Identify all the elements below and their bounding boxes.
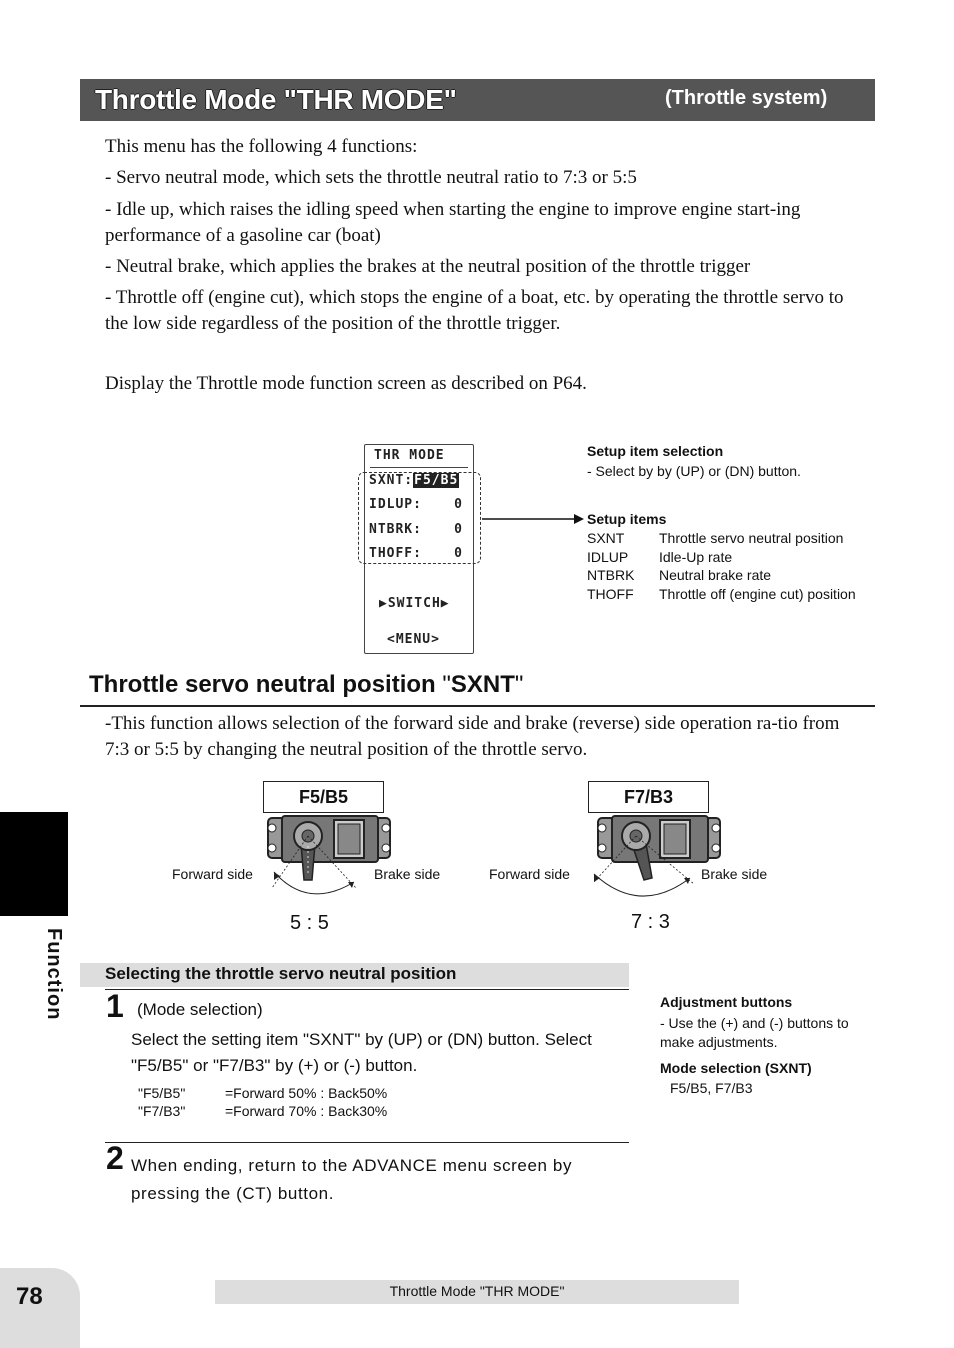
section-heading-text: Throttle servo neutral position — [89, 671, 443, 698]
selection-outline — [358, 472, 481, 564]
setup-item-desc: Throttle servo neutral position — [659, 530, 844, 546]
lcd-row-label: SXNT: — [369, 473, 414, 488]
selection-note-text: - Select by by (UP) or (DN) button. — [587, 463, 801, 479]
section-heading — [89, 671, 523, 699]
quote-close: " — [514, 671, 524, 698]
mode-note-text: F5/B5, F7/B3 — [670, 1080, 753, 1096]
sxnt-description: -This function allows selection of the forward side and brake (reverse) side operation ra-tio from 7:3 or 5:5 by changing the neutral position of the throttle servo. — [105, 713, 840, 760]
setup-item-code: SXNT — [587, 530, 625, 546]
lcd-row-value: 0 — [454, 522, 463, 537]
lcd-menu: <MENU> — [387, 632, 440, 647]
lcd-row-label: THOFF: — [369, 546, 422, 561]
lcd-divider — [370, 467, 468, 468]
option-desc: =Forward 50% : Back50% — [225, 1085, 388, 1101]
servo-5-5-icon — [260, 810, 400, 910]
mode-note-title: Mode selection (SXNT) — [660, 1060, 812, 1076]
section-rule — [80, 705, 875, 707]
page-title: Throttle Mode "THR MODE" — [95, 84, 457, 115]
servo-7-3-icon — [590, 810, 730, 910]
lcd-row-label: NTBRK: — [369, 522, 422, 537]
step-rule — [105, 989, 629, 990]
step-number: 2 — [106, 1140, 124, 1176]
setup-item-code: NTBRK — [587, 567, 635, 583]
setup-items-title: Setup items — [587, 511, 667, 527]
pointer-arrow-icon — [482, 512, 586, 526]
brake-side-label: Brake side — [701, 866, 768, 882]
running-title: Throttle Mode "THR MODE" — [389, 1283, 565, 1299]
ratio-label: 5 : 5 — [290, 912, 329, 934]
diagram-label: F7/B3 — [588, 781, 709, 813]
lcd-row-value: F5/B5 — [414, 473, 459, 488]
step-text: Select the setting item "SXNT" by (UP) or (DN) button. Select "F5/B5" or "F7/B3" by (+) or (-) button. — [131, 1030, 592, 1075]
section-tab — [0, 812, 68, 916]
setup-item-desc: Neutral brake rate — [659, 567, 772, 583]
intro-lead: This menu has the following 4 functions: — [105, 136, 418, 157]
diagram-label: F5/B5 — [263, 781, 384, 813]
adjustment-note-text: - Use the (+) and (-) buttons to make adjustments. — [660, 1015, 849, 1050]
section-tab-label: Function — [43, 928, 65, 1021]
intro-item-3: - Neutral brake, which applies the brakes at the neutral position of the throttle trigger — [105, 256, 751, 277]
option-code: "F5/B5" — [138, 1085, 186, 1101]
page-subtitle: (Throttle system) — [665, 87, 828, 109]
setup-item-desc: Throttle off (engine cut) position — [659, 586, 856, 602]
lcd-switch: ▶SWITCH▶ — [379, 596, 450, 611]
lcd-row-value: 0 — [454, 497, 463, 512]
step-text: When ending, return to the ADVANCE menu screen by pressing the (CT) button. — [131, 1156, 573, 1203]
adjustment-note-title: Adjustment buttons — [660, 994, 793, 1010]
step-rule — [105, 1142, 629, 1143]
page-number: 78 — [16, 1283, 43, 1310]
option-desc: =Forward 70% : Back30% — [225, 1103, 388, 1119]
intro-item-2: - Idle up, which raises the idling speed when starting the engine to improve engine start-ing performance of a gasoline car (boat) — [105, 199, 801, 246]
setup-item-code: THOFF — [587, 586, 634, 602]
forward-side-label: Forward side — [172, 866, 253, 882]
selection-note-title: Setup item selection — [587, 443, 724, 459]
section-heading-code: SXNT — [450, 671, 515, 698]
brake-side-label: Brake side — [374, 866, 441, 882]
setup-item-desc: Idle-Up rate — [659, 549, 733, 565]
option-code: "F7/B3" — [138, 1103, 186, 1119]
lcd-row-value: 0 — [454, 546, 463, 561]
display-note: Display the Throttle mode function screen as described on P64. — [105, 373, 587, 394]
step-number: 1 — [106, 988, 124, 1024]
procedure-heading: Selecting the throttle servo neutral position — [105, 964, 457, 983]
lcd-title: THR MODE — [374, 448, 445, 463]
setup-item-code: IDLUP — [587, 549, 629, 565]
ratio-label: 7 : 3 — [631, 911, 670, 933]
step-title: (Mode selection) — [137, 1000, 263, 1019]
forward-side-label: Forward side — [489, 866, 570, 882]
lcd-row-label: IDLUP: — [369, 497, 422, 512]
quote-open: " — [442, 671, 451, 698]
intro-item-1: - Servo neutral mode, which sets the throttle neutral ratio to 7:3 or 5:5 — [105, 167, 637, 188]
intro-item-4: - Throttle off (engine cut), which stops the engine of a boat, etc. by operating the throttle servo to the low side regardless of the position of the throttle trigger. — [105, 287, 844, 334]
